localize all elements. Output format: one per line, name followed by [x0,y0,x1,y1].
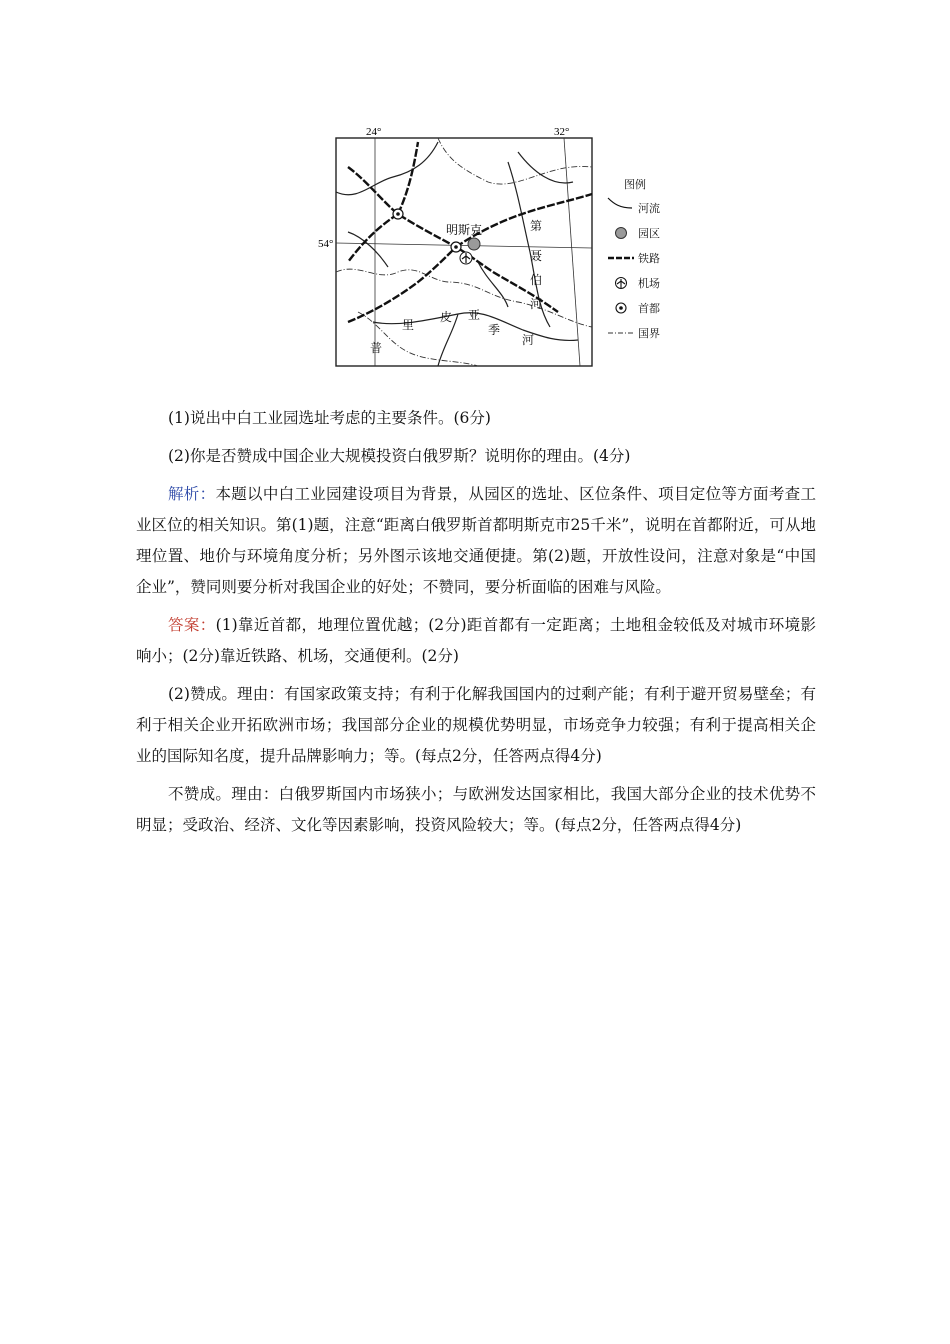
legend-label: 首都 [638,302,660,315]
legend-label: 铁路 [638,252,660,265]
analysis-paragraph [136,479,816,603]
river-dnieper-char: 第 [530,219,543,233]
airport-icon [616,278,627,289]
legend-label: 机场 [638,277,660,290]
question-1: (1)说出中白工业园选址考虑的主要条件。(6分) [168,409,491,427]
answer-label: 答案： [168,616,216,634]
capital-icon [393,209,403,219]
legend-label: 国界 [638,327,660,340]
answer-paragraph [136,610,816,672]
park-dot-icon [468,238,480,250]
river-dnieper-char: 伯 [530,273,543,287]
river-pripyat-char: 河 [522,333,535,347]
question-text [136,403,816,848]
legend-label: 园区 [638,227,660,240]
question-2: (2)你是否赞成中国企业大规模投资白俄罗斯？说明你的理由。(4分) [168,447,631,465]
river-dnieper-char: 河 [530,297,543,311]
river-pripyat-char: 普 [370,341,383,355]
answer-part-2: (2)赞成。理由：有国家政策支持；有利于化解我国国内的过剩产能；有利于避开贸易壁垒；有利于相关企业开拓欧洲市场；我国部分企业的规模优势明显，市场竞争力较强；有利于提高相关企业的国际知名度，提升品牌影响力；等。(每点2分，任答两点得4分) [136,685,816,765]
airport-icon [460,252,472,264]
river-line-icon [608,198,632,208]
city-label-minsk: 明斯克 [446,223,483,237]
lat-label-54: 54° [318,238,334,250]
lon-label-32: 32° [554,126,570,138]
park-dot-icon [616,228,627,239]
capital-icon [616,303,626,313]
answer-part-1: (1)靠近首都，地理位置优越；(2分)距首都有一定距离；土地租金较低及对城市环境影响小；(2分)靠近铁路、机场，交通便利。(2分) [136,616,816,665]
river-pripyat-char: 里 [402,318,415,332]
river-dnieper-char: 聂 [530,249,543,263]
legend-label: 河流 [638,202,660,215]
river-pripyat-char: 季 [488,323,501,337]
analysis-text: 本题以中白工业园建设项目为背景，从园区的选址、区位条件、项目定位等方面考查工业区位的相关知识。第(1)题，注意“距离白俄罗斯首都明斯克市25千米”，说明在首都附近，可从地理位置、地价与环境角度分析；另外图示该地交通便捷。第(2)题，开放性设问，注意对象是“中国企业”，赞同则要分析对我国企业的好处；不赞同，要分析面临的困难与风险。 [136,485,816,596]
river-pripyat-char: 亚 [468,308,481,322]
legend-title: 图例 [624,178,646,191]
answer-part-3: 不赞成。理由：白俄罗斯国内市场狭小；与欧洲发达国家相比，我国大部分企业的技术优势不明显；受政治、经济、文化等因素影响，投资风险较大；等。(每点2分，任答两点得4分) [136,785,816,834]
lon-label-24: 24° [366,126,382,138]
river-pripyat-char: 皮 [440,310,453,324]
map-legend [608,177,660,340]
capital-icon [451,242,461,252]
belarus-map [318,122,698,374]
analysis-label: 解析： [168,485,216,503]
